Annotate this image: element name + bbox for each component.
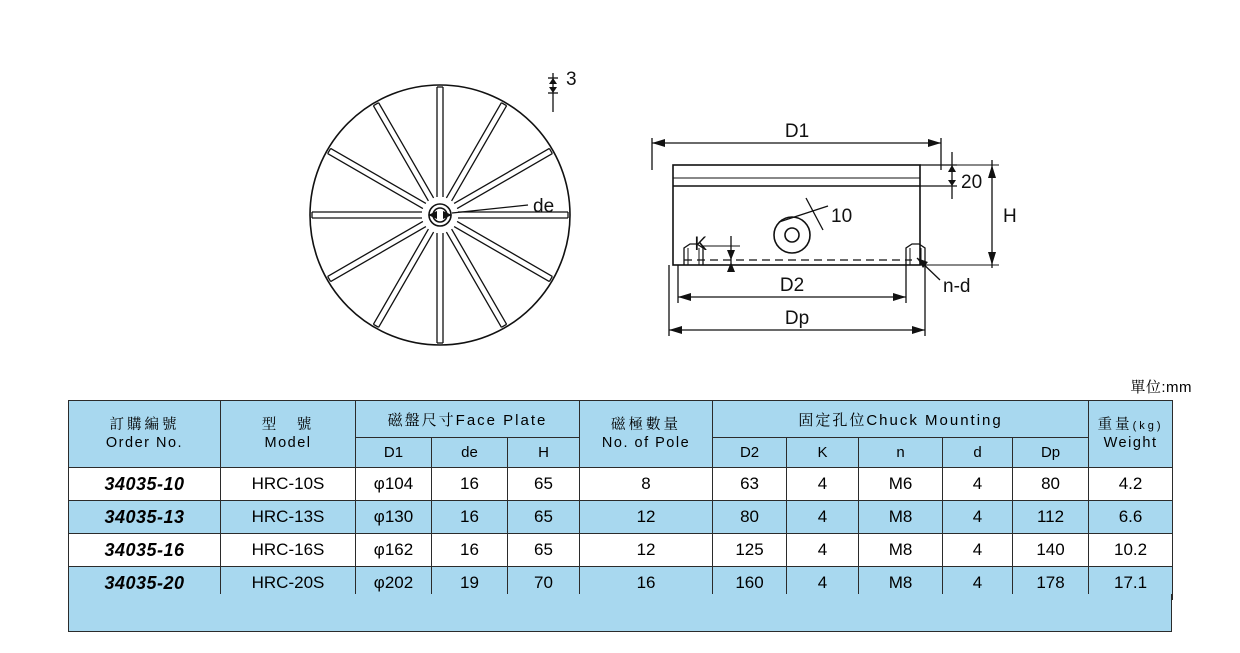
header-model [221, 401, 356, 468]
cell-h: 65 [508, 534, 580, 567]
cell-weight: 6.6 [1089, 501, 1173, 534]
cell-d1: φ162 [356, 534, 432, 567]
spec-table [68, 400, 1173, 600]
cell-model: HRC-20S [221, 567, 356, 600]
cell-k: 4 [787, 501, 859, 534]
cell-model: HRC-13S [221, 501, 356, 534]
cell-d2: 63 [713, 468, 787, 501]
h-dimension [920, 160, 999, 268]
cell-d2: 80 [713, 501, 787, 534]
h-label: H [1003, 206, 1017, 227]
cell-model: HRC-16S [221, 534, 356, 567]
cell-de: 16 [432, 501, 508, 534]
cell-d1: φ130 [356, 501, 432, 534]
pole-gap-dimension [548, 73, 558, 112]
cell-d: 4 [943, 567, 1013, 600]
header-dp: Dp [1013, 438, 1089, 468]
header-model-en: Model [264, 435, 312, 451]
cell-d: 4 [943, 501, 1013, 534]
cell-n: M8 [859, 501, 943, 534]
hole-dia-label: 10 [831, 206, 853, 227]
header-h: H [508, 438, 580, 468]
cell-weight: 17.1 [1089, 567, 1173, 600]
cell-d2: 125 [713, 534, 787, 567]
front-view [310, 85, 570, 345]
header-k: K [787, 438, 859, 468]
cell-poles: 16 [580, 567, 713, 600]
header-de: de [432, 438, 508, 468]
header-order-no-en: Order No. [105, 435, 184, 451]
cell-poles: 12 [580, 501, 713, 534]
cell-order-no: 34035-16 [69, 534, 221, 567]
cell-h: 65 [508, 501, 580, 534]
cell-order-no: 34035-13 [69, 501, 221, 534]
cell-d1: φ202 [356, 567, 432, 600]
header-weight [1089, 401, 1173, 468]
header-order-no [69, 401, 221, 468]
d2-label: D2 [779, 275, 805, 296]
cell-model: HRC-10S [221, 468, 356, 501]
header-no-of-pole-cn: 磁極數量 [611, 416, 682, 433]
table-row [69, 534, 1173, 567]
cell-order-no: 34035-10 [69, 468, 221, 501]
cell-dp: 140 [1013, 534, 1089, 567]
header-weight-cn: 重量(kg) [1097, 416, 1164, 433]
chuck-body-outline [673, 165, 920, 265]
header-order-no-cn: 訂購編號 [109, 416, 180, 433]
cell-k: 4 [787, 468, 859, 501]
cell-dp: 80 [1013, 468, 1089, 501]
table-row [69, 501, 1173, 534]
cell-d1: φ104 [356, 468, 432, 501]
table-footer-band [68, 594, 1172, 632]
cell-poles: 8 [580, 468, 713, 501]
header-d1: D1 [356, 438, 432, 468]
header-no-of-pole-en: No. of Pole [601, 435, 691, 451]
header-n: n [859, 438, 943, 468]
header-weight-en: Weight [1103, 435, 1158, 451]
cell-d2: 160 [713, 567, 787, 600]
cell-d: 4 [943, 468, 1013, 501]
header-model-cn: 型 號 [261, 416, 315, 433]
spec-table-body [69, 468, 1173, 600]
d1-label: D1 [784, 121, 810, 142]
cell-de: 16 [432, 534, 508, 567]
header-d2: D2 [713, 438, 787, 468]
spec-table-wrap [68, 400, 1172, 600]
cell-dp: 178 [1013, 567, 1089, 600]
pole-gap-label: 3 [566, 69, 577, 90]
mounting-holes-label: n-d [943, 276, 971, 297]
cell-d: 4 [943, 534, 1013, 567]
cell-n: M8 [859, 567, 943, 600]
cell-de: 16 [432, 468, 508, 501]
center-bore-label: de [533, 196, 555, 217]
header-chuck-mounting: 固定孔位Chuck Mounting [713, 401, 1089, 438]
table-row [69, 468, 1173, 501]
top-thickness-dimension [920, 152, 957, 199]
pole-segments [312, 87, 568, 343]
cell-dp: 112 [1013, 501, 1089, 534]
cell-de: 19 [432, 567, 508, 600]
cell-n: M6 [859, 468, 943, 501]
spec-table-head [69, 401, 1173, 468]
cell-k: 4 [787, 567, 859, 600]
header-no-of-pole [580, 401, 713, 468]
cell-order-no: 34035-20 [69, 567, 221, 600]
k-dimension [703, 236, 740, 272]
mounting-holes-leader [917, 258, 940, 280]
hole-dia-leader [779, 198, 828, 230]
dp-label: Dp [784, 308, 810, 329]
cell-weight: 4.2 [1089, 468, 1173, 501]
cell-poles: 12 [580, 534, 713, 567]
header-d: d [943, 438, 1013, 468]
cell-weight: 10.2 [1089, 534, 1173, 567]
header-face-plate: 磁盤尺寸Face Plate [356, 401, 580, 438]
cell-h: 70 [508, 567, 580, 600]
center-hole-inner [785, 228, 799, 242]
face-plate-outer-circle [310, 85, 570, 345]
k-label: K [694, 234, 707, 255]
cell-h: 65 [508, 468, 580, 501]
cell-n: M8 [859, 534, 943, 567]
cell-k: 4 [787, 534, 859, 567]
top-thickness-label: 20 [961, 172, 983, 193]
unit-note: 單位:mm [1130, 379, 1192, 396]
